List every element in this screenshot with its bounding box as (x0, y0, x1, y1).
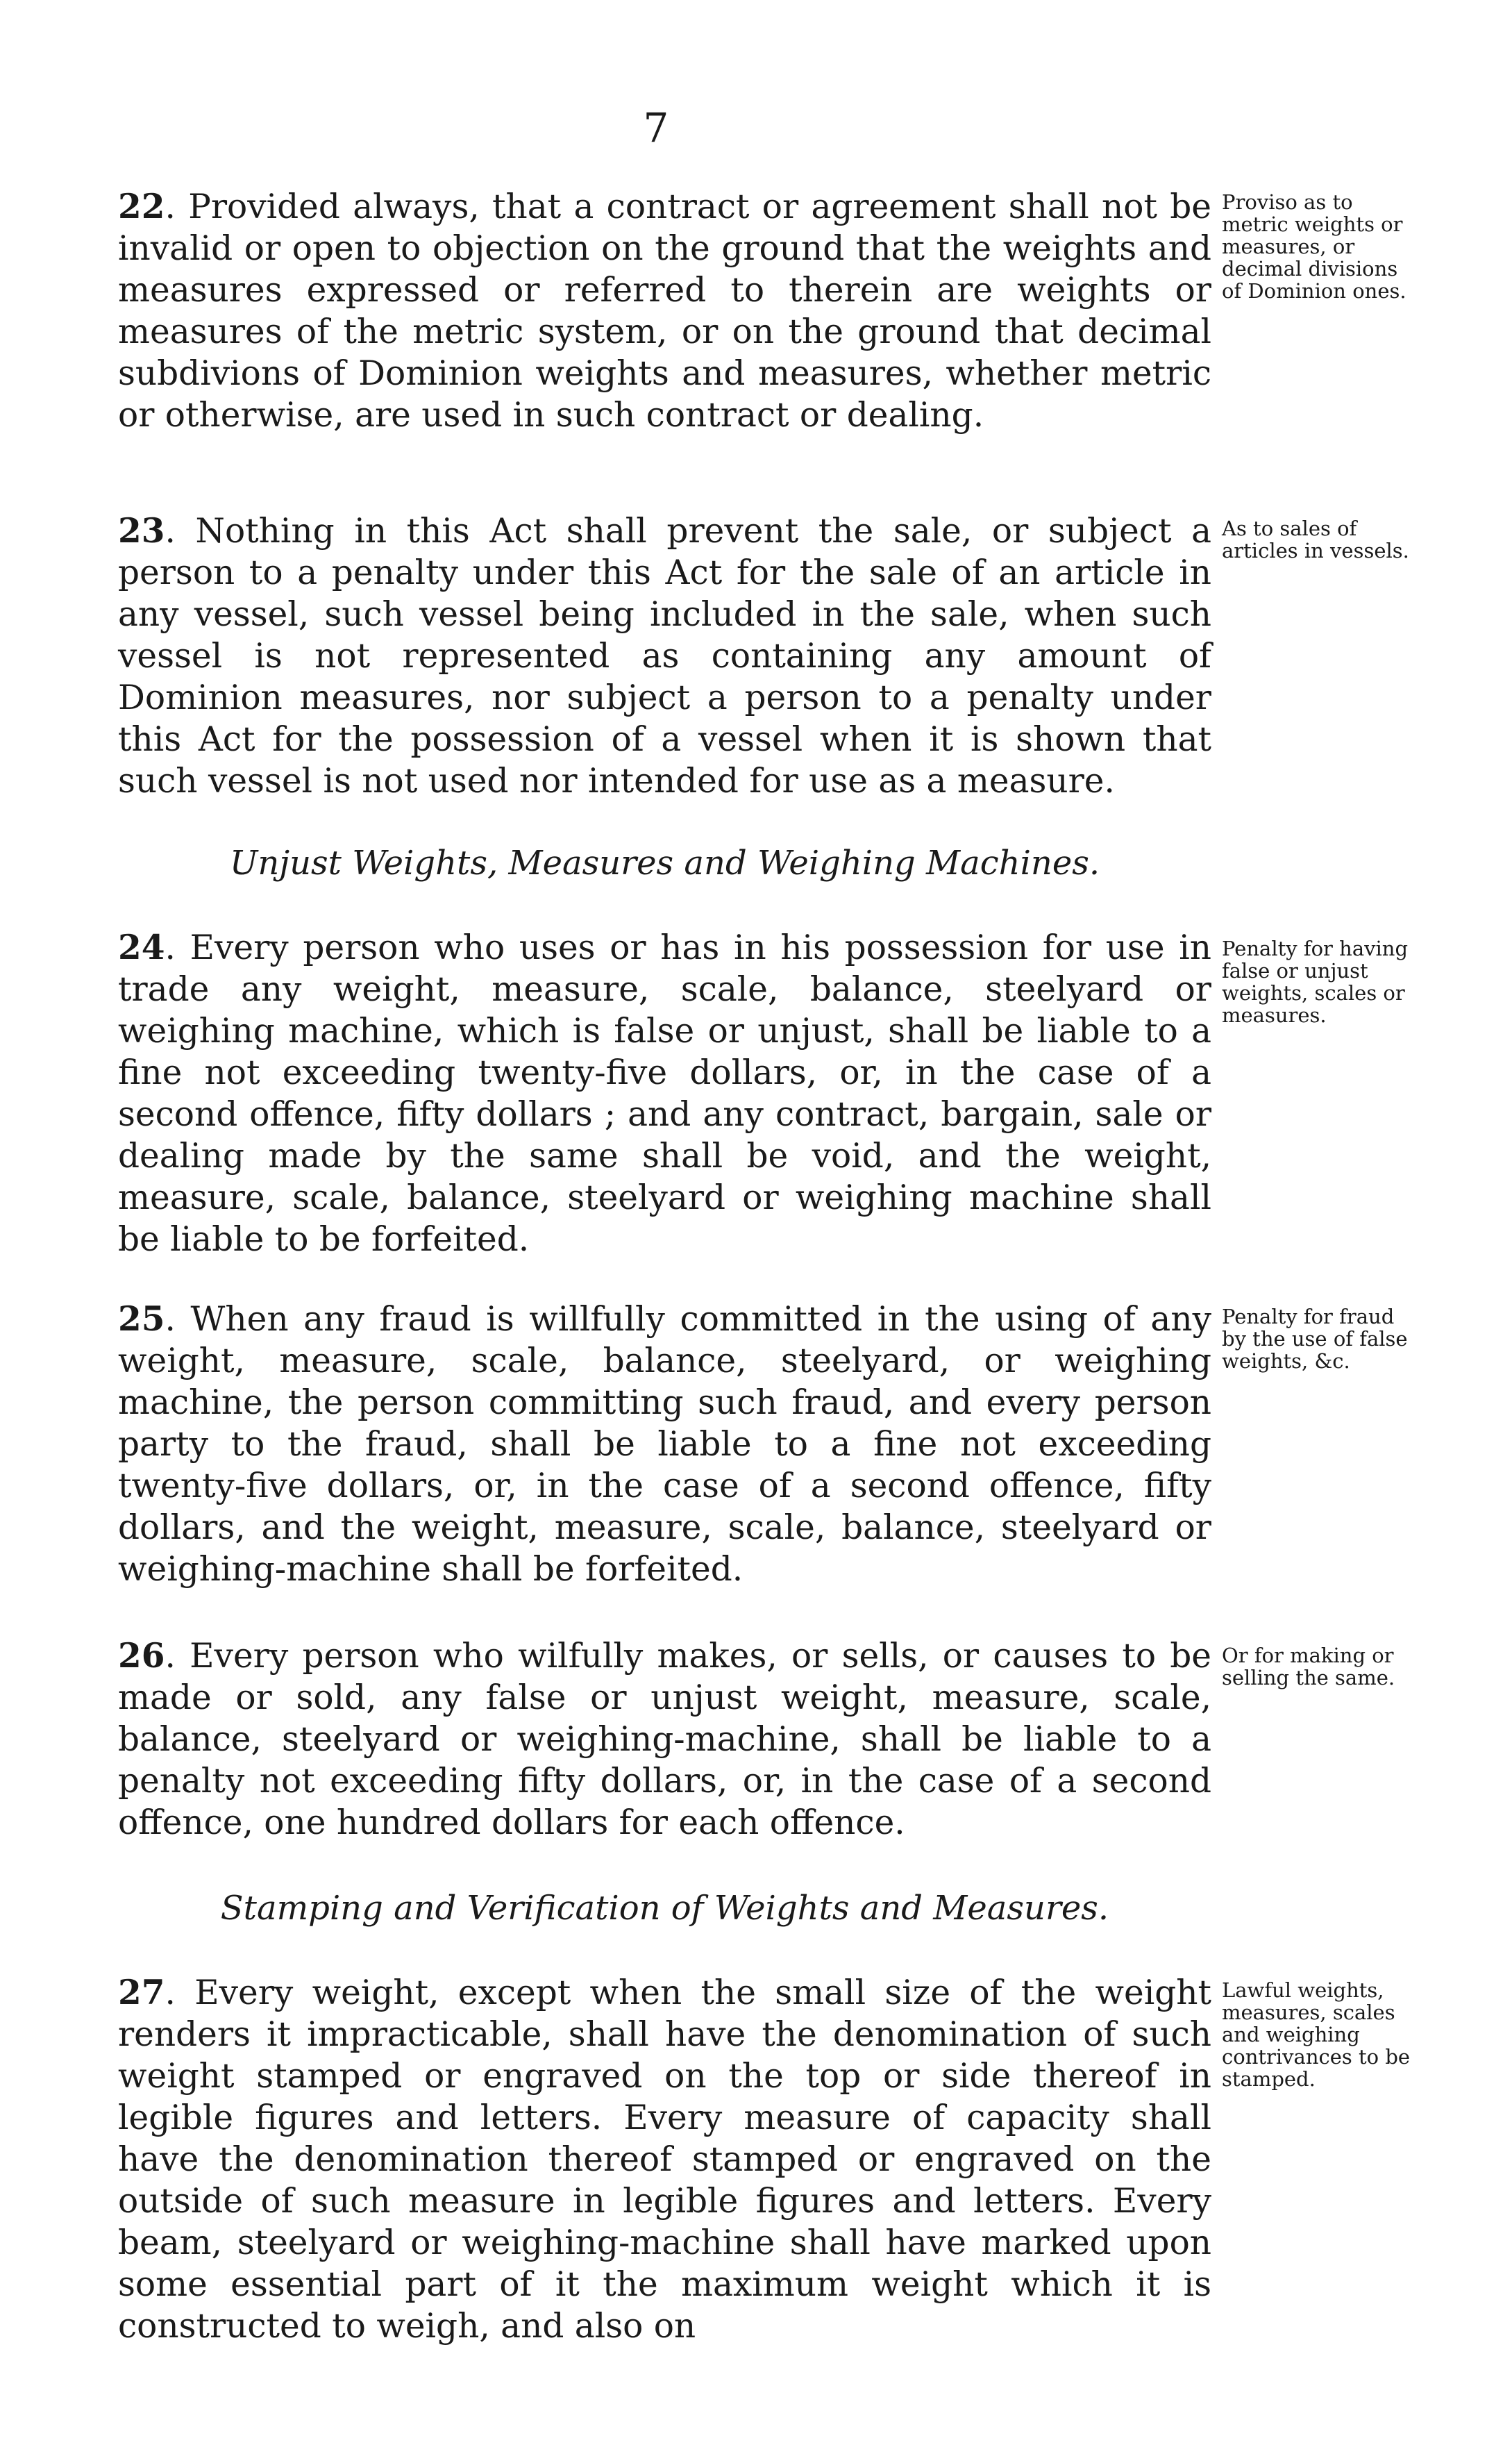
section-26-margin-note: Or for making or selling the same. (1222, 1644, 1395, 1689)
section-26-number: 26 (118, 1636, 165, 1676)
page-number: 7 (643, 104, 669, 151)
section-24-body: . Every person who uses or has in his possession for use in trade any weight, measure, scale, balance, steelyard or weighing machine, which is false or unjust, shall be liable to a fine not exceeding twenty-five dollars, or, in the case of a second offence, fifty dollars ; and any contract, bargain, sale or dealing made by the same shall be void, and the weight, measure, scale, balance, steelyard or weighing machine shall be liable to be forfeited. (118, 928, 1211, 1259)
section-22-number: 22 (118, 187, 165, 226)
section-23-body: . Nothing in this Act shall prevent the sale, or subject a person to a penalty under this Act for the sale of an article in any vessel, such vessel being included in the sale, when such vessel is not represented as containing any amount of Dominion measures, nor subject a person to a penalty under this Act for the possession of a vessel when it is shown that such vessel is not used nor intended for use as a measure. (118, 512, 1211, 801)
heading-unjust-weights: Unjust Weights, Measures and Weighing Machines. (229, 844, 1100, 883)
section-27-number: 27 (118, 1973, 165, 2012)
section-25-body: . When any fraud is willfully committed in the using of any weight, measure, scale, balance, steelyard, or weighing machine, the person committing such fraud, and every person party to the fraud, shall be liable to a fine not exceeding twenty-five dollars, or, in the case of a second offence, fifty dollars, and the weight, measure, scale, balance, steelyard or weighing-machine shall be forfeited. (118, 1300, 1211, 1589)
section-22-body: . Provided always, that a contract or agreement shall not be invalid or open to objection on the ground that the weights and measures expressed or referred to therein are weights or measures of the metric system, or on the ground that decimal subdivions of Dominion weights and measures, whether metric or otherwise, are used in such contract or dealing. (118, 187, 1211, 435)
section-22-text (118, 186, 1211, 478)
section-23-text (118, 510, 1211, 802)
section-27-margin-note: Lawful weights, measures, scales and weighing contrivances to be stamped. (1222, 1978, 1411, 2091)
section-22-margin-note: Proviso as to metric weights or measures, or decimal divisions of Dominion ones. (1222, 190, 1406, 303)
section-27-body: . Every weight, except when the small size of the weight renders it impracticable, shall have the denomination of such weight stamped or engraved on the top or side thereof in legible figures and letters. Every measure of capacity shall have the denomination thereof stamped or engraved on the outside of such measure in legible figures and letters. Every beam, steelyard or weighing-machine shall have marked upon some essential part of it the maximum weight which it is constructed to weigh, and also on (118, 1973, 1211, 2346)
section-26-body: . Every person who wilfully makes, or sells, or causes to be made or sold, any false or unjust weight, measure, scale, balance, steelyard or weighing-machine, shall be liable to a penalty not exceeding fifty dollars, or, in the case of a second offence, one hundred dollars for each offence. (118, 1637, 1211, 1842)
section-24-text (118, 927, 1211, 1260)
section-24-margin-note: Penalty for having false or unjust weights, scales or measures. (1222, 937, 1409, 1027)
section-26-text (118, 1635, 1211, 1851)
section-25-margin-note: Penalty for fraud by the use of false weights, &c. (1222, 1305, 1408, 1373)
section-24-number: 24 (118, 928, 165, 967)
section-27-text (118, 1972, 1211, 2347)
section-25-text (118, 1299, 1211, 1590)
section-23-margin-note: As to sales of articles in vessels. (1222, 517, 1409, 562)
section-25-number: 25 (118, 1299, 165, 1339)
heading-stamping-verification: Stamping and Verification of Weights and Measures. (220, 1889, 1109, 1928)
section-23-number: 23 (118, 511, 165, 551)
